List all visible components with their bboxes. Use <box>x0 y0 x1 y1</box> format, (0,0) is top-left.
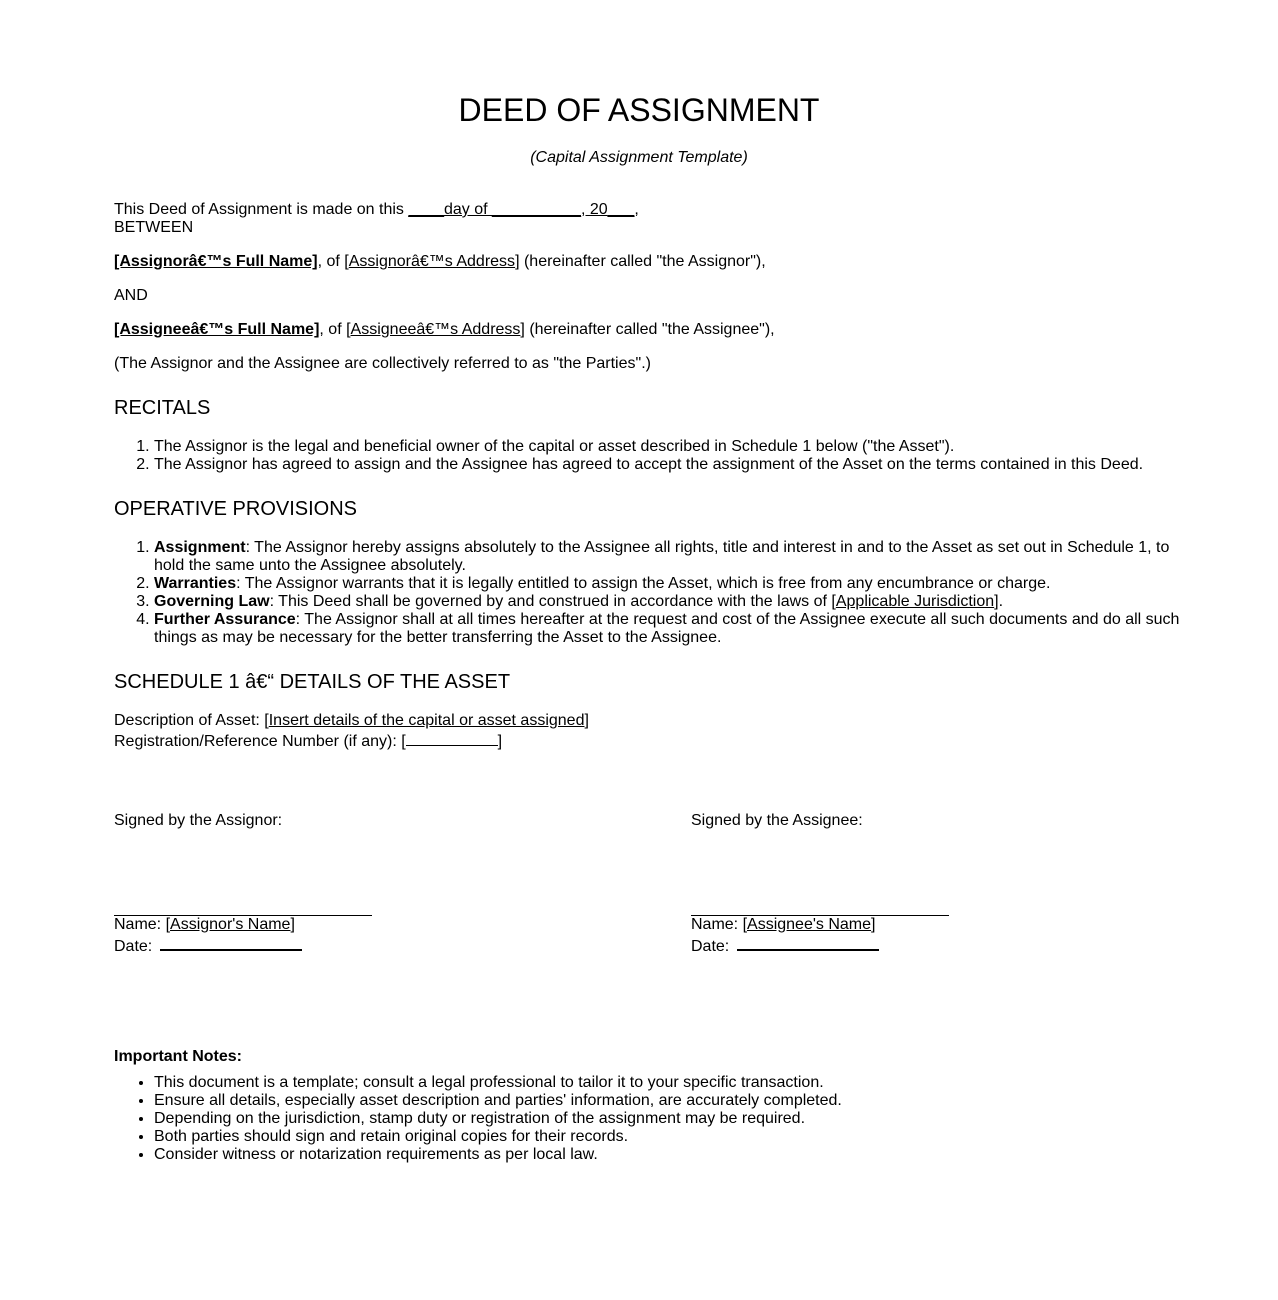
operative-term: Warranties <box>154 575 237 592</box>
document-title: DEED OF ASSIGNMENT <box>458 92 820 128</box>
assignor-address: Assignorâ€™s Address <box>348 253 516 270</box>
asset-description-value: Insert details of the capital or asset assigned <box>268 712 585 729</box>
asset-description-label: Description of Asset: [ <box>114 712 269 729</box>
document-subtitle: (Capital Assignment Template) <box>530 149 748 166</box>
assignee-address-close: ] <box>520 321 525 338</box>
assignor-name-label: Name: [ <box>114 916 171 933</box>
operative-list <box>114 539 1194 647</box>
registration-label: Registration/Reference Number (if any): [ <box>114 733 406 750</box>
note-item: • Consider witness or notarization requirements as per local law. <box>154 1146 1194 1164</box>
assignee-name-label: Name: [ <box>691 916 748 933</box>
operative-item <box>154 575 1194 593</box>
assignee-date-label: Date: <box>691 938 734 955</box>
recitals-list <box>114 438 1194 474</box>
assignee-signed-label: Signed by the Assignee: <box>691 812 863 829</box>
assignor-full-name: [Assignorâ€™s Full Name] <box>114 253 318 270</box>
assignor-trail: (hereinafter called "the Assignor"), <box>519 253 766 270</box>
assignor-signed-label: Signed by the Assignor: <box>114 812 283 829</box>
note-item: • Both parties should sign and retain original copies for their records. <box>154 1128 1194 1146</box>
assignee-date-blank <box>737 934 879 951</box>
assignee-address: Assigneeâ€™s Address <box>350 321 521 338</box>
note-item: • Ensure all details, especially asset description and parties' information, are accurately completed. <box>154 1092 1194 1110</box>
year-prefix: , 20 <box>580 201 608 218</box>
note-item: • Depending on the jurisdiction, stamp duty or registration of the assignment may be required. <box>154 1110 1194 1128</box>
assignor-of: , of <box>317 253 345 270</box>
day-label: day of <box>443 201 492 218</box>
between-label: BETWEEN <box>114 219 194 236</box>
month-blank: __________ <box>492 201 581 218</box>
asset-description-close: ] <box>584 712 589 729</box>
recital-item: 1. The Assignor is the legal and beneficial owner of the capital or asset described in Schedule 1 below ("the Asset"). <box>154 438 1194 456</box>
recitals-heading: RECITALS <box>114 397 211 419</box>
registration-blank <box>406 730 498 746</box>
assignee-address-open: [ <box>346 321 351 338</box>
notes-list <box>114 1074 1194 1164</box>
asset-description-line <box>114 712 589 730</box>
intro-line <box>114 201 639 219</box>
registration-close: ] <box>497 733 503 750</box>
operative-item <box>154 539 1194 575</box>
operative-text: : The Assignor shall at all times hereafter at the request and cost of the Assignee execute all such documents and do all such things as may be necessary for the better transferring the Asset to the Assignee. <box>154 611 1180 646</box>
operative-item <box>154 611 1194 647</box>
parties-note: (The Assignor and the Assignee are collectively referred to as "the Parties".) <box>114 355 651 372</box>
assignor-address-close: ] <box>515 253 520 270</box>
assignor-name-close: ] <box>290 916 295 933</box>
operative-term: Further Assurance <box>154 611 296 628</box>
assignor-date-line <box>114 934 302 956</box>
schedule-heading: SCHEDULE 1 â€“ DETAILS OF THE ASSET <box>114 671 511 693</box>
registration-line <box>114 730 502 751</box>
operative-item <box>154 593 1194 611</box>
operative-tail: ]. <box>994 593 1004 610</box>
recital-item: 2. The Assignor has agreed to assign and the Assignee has agreed to accept the assignment of the Asset on the terms contained in this Deed. <box>154 456 1194 474</box>
operative-text: : The Assignor hereby assigns absolutely to the Assignee all rights, title and interest in and to the Asset as set out in Schedule 1, to hold the same unto the Assignee absolutely. <box>154 539 1170 574</box>
day-blank: ____ <box>408 201 444 218</box>
intro-lead: This Deed of Assignment is made on this <box>114 201 409 218</box>
assignee-full-name: [Assigneeâ€™s Full Name] <box>114 321 320 338</box>
assignee-date-line <box>691 934 879 956</box>
assignor-name-value: Assignor's Name <box>170 916 291 933</box>
intro-trail: , <box>634 201 639 218</box>
assignee-name-value: Assignee's Name <box>747 916 872 933</box>
assignor-date-label: Date: <box>114 938 157 955</box>
operative-heading: OPERATIVE PROVISIONS <box>114 498 358 520</box>
operative-term: Governing Law <box>154 593 270 610</box>
assignor-address-open: [ <box>344 253 349 270</box>
jurisdiction-placeholder: Applicable Jurisdiction <box>835 593 995 610</box>
note-item: • This document is a template; consult a legal professional to tailor it to your specific transaction. <box>154 1074 1194 1092</box>
year-blank: ___ <box>607 201 635 218</box>
assignee-of: , of <box>319 321 347 338</box>
assignor-name-line <box>114 916 295 934</box>
operative-text: : This Deed shall be governed by and construed in accordance with the laws of [ <box>269 593 836 610</box>
assignee-trail: (hereinafter called "the Assignee"), <box>524 321 775 338</box>
assignee-party-line <box>114 321 775 339</box>
assignee-name-line <box>691 916 875 934</box>
notes-heading: Important Notes: <box>114 1048 242 1065</box>
operative-text: : The Assignor warrants that it is legally entitled to assign the Asset, which is free from any encumbrance or charge. <box>236 575 1051 592</box>
assignor-party-line <box>114 253 766 271</box>
operative-term: Assignment <box>154 539 246 556</box>
assignor-date-blank <box>160 934 302 951</box>
and-label: AND <box>114 287 148 304</box>
assignee-name-close: ] <box>871 916 876 933</box>
